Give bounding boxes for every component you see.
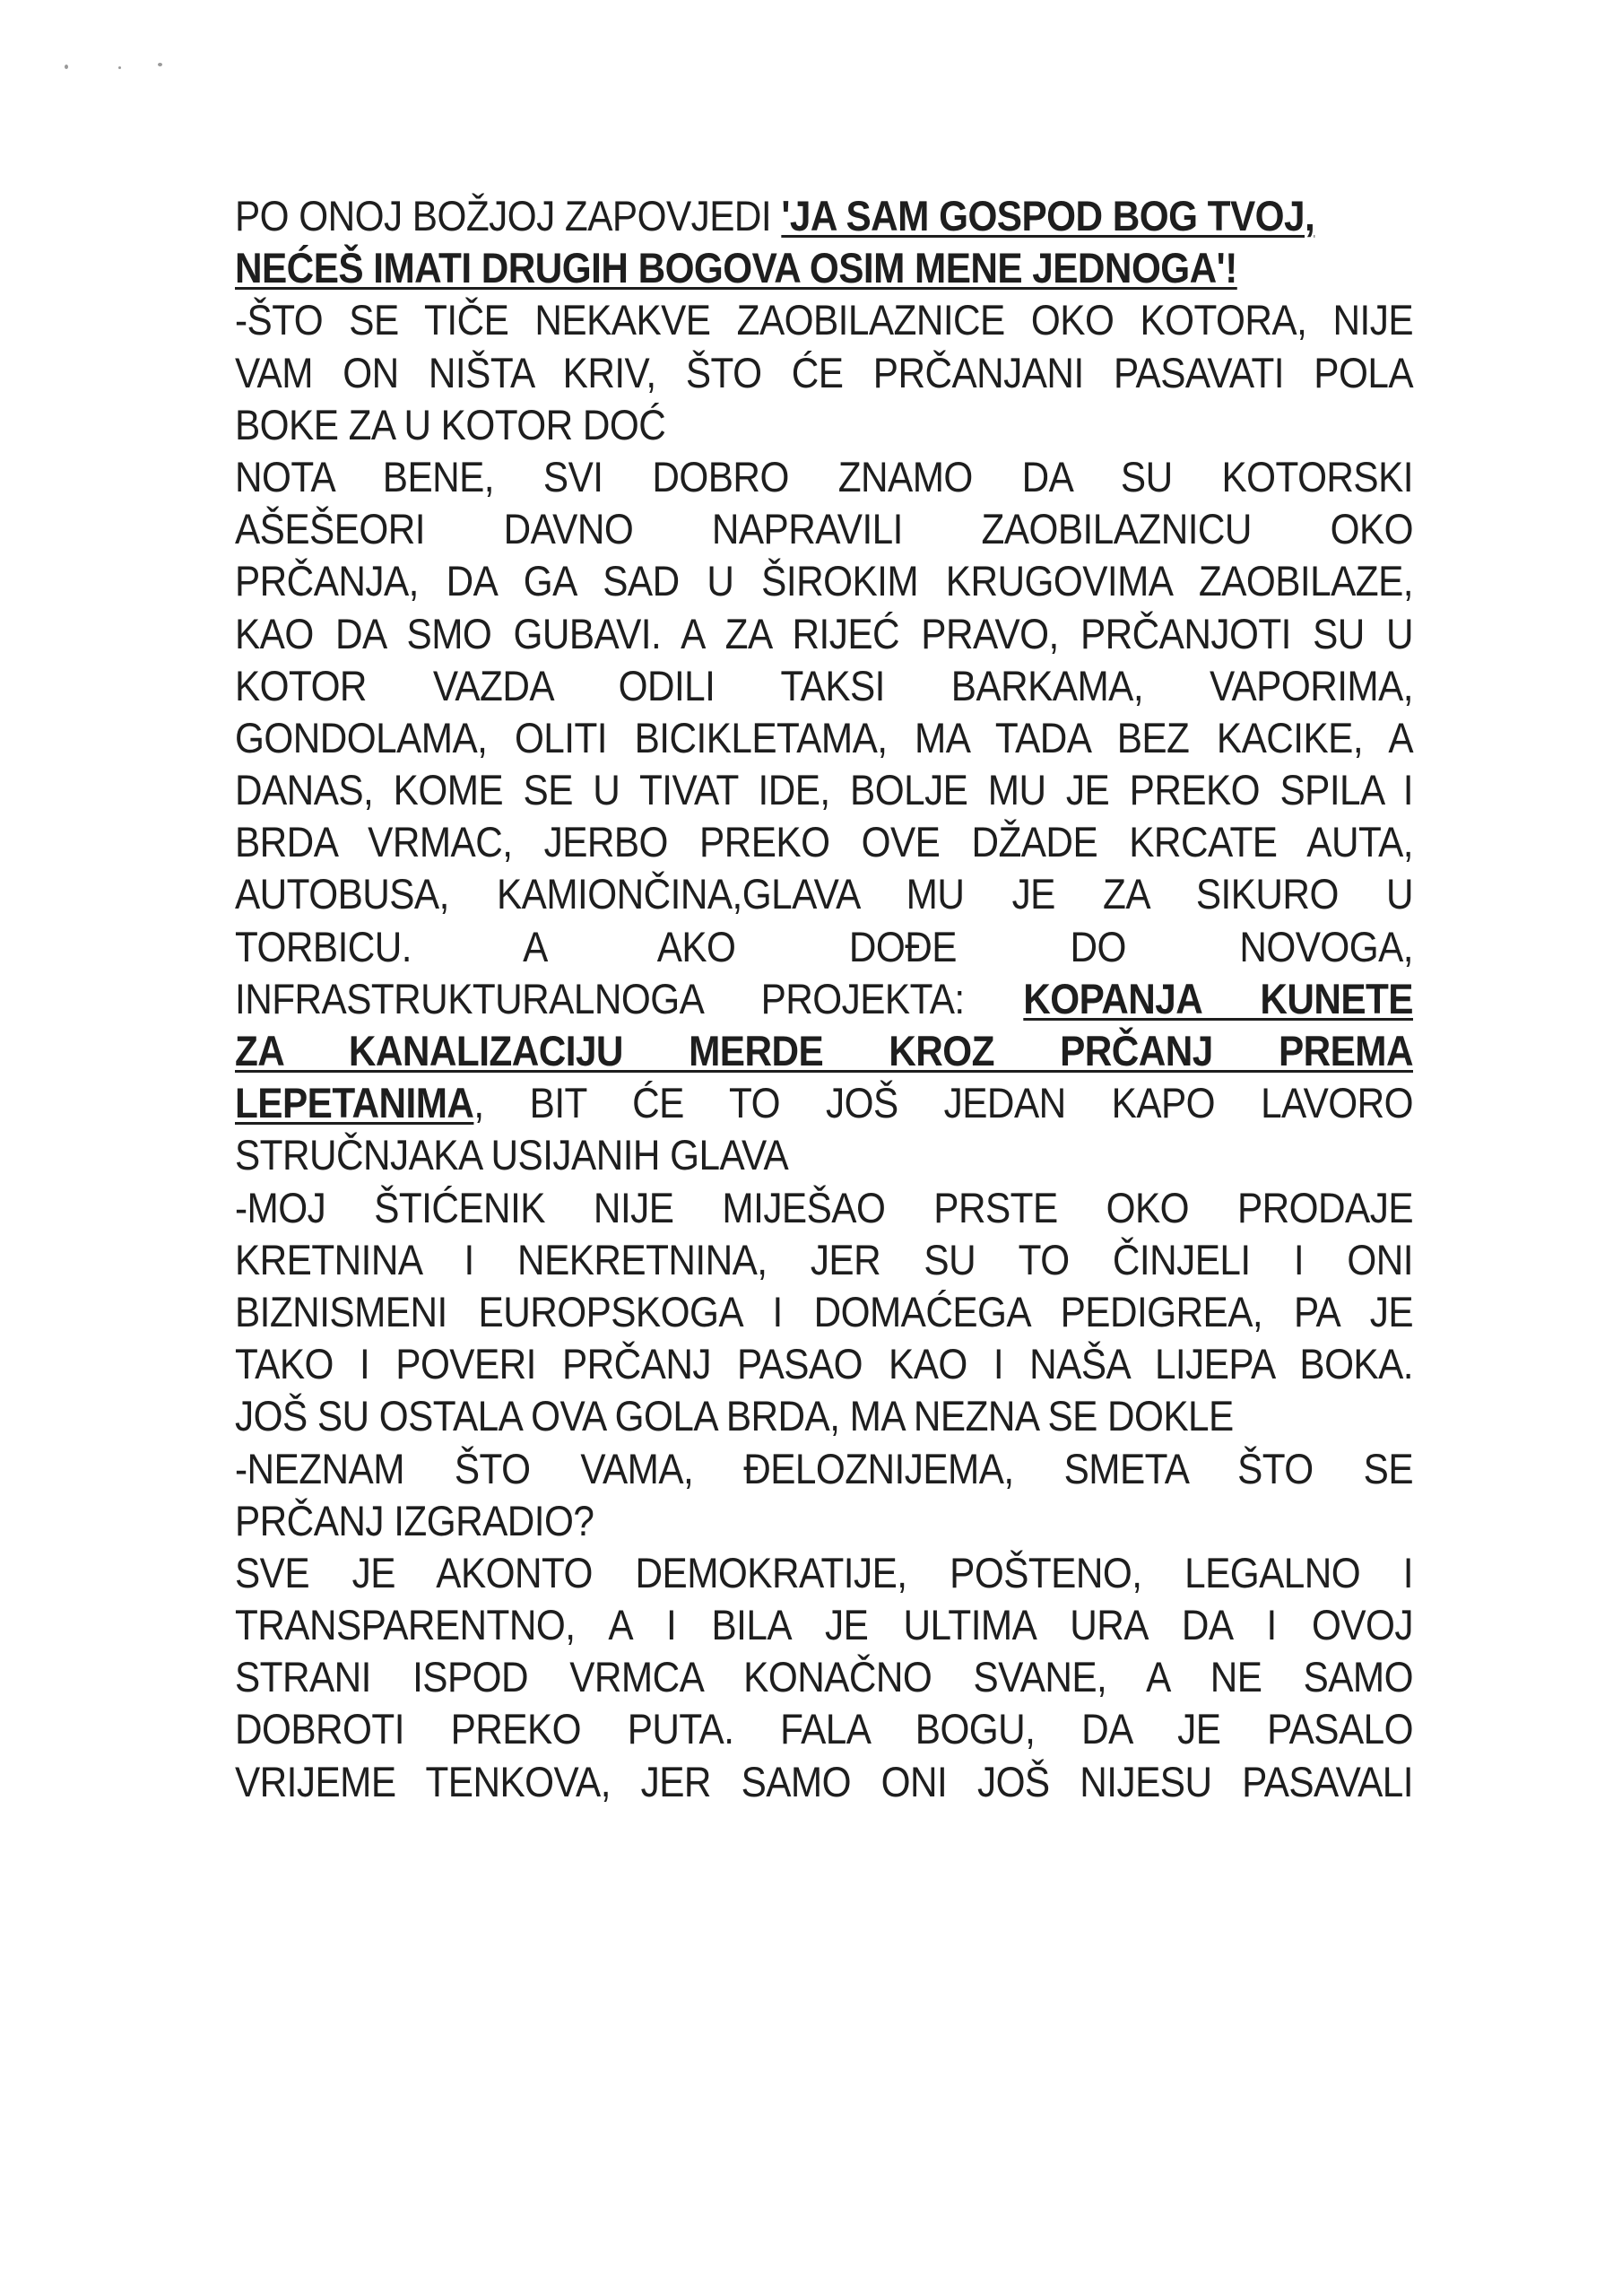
text-line [235, 764, 1413, 816]
text-line [235, 1129, 1413, 1181]
text-segment: BIZNISMENI EUROPSKOGA I DOMAĆEGA PEDIGREA, PA JE [235, 1287, 1413, 1335]
text-segment: KOTOR VAZDA ODILI TAKSI BARKAMA, VAPORIMA, [235, 661, 1413, 709]
text-line [235, 1390, 1413, 1442]
text-segment: PRČANJ IZGRADIO? [235, 1496, 594, 1544]
text-segment: VRIJEME TENKOVA, JER SAMO ONI JOŠ NIJESU PASAVALI [235, 1757, 1413, 1805]
text-line [235, 1025, 1413, 1077]
text-line [235, 555, 1413, 607]
text-line [235, 816, 1413, 868]
text-line [235, 399, 1413, 451]
text-line [235, 1599, 1413, 1651]
text-line [235, 190, 1413, 242]
text-segment: PRČANJA, DA GA SAD U ŠIROKIM KRUGOVIMA ZAOBILAZE, [235, 557, 1413, 605]
text-segment: PO ONOJ BOŽJOJ ZAPOVJEDI [235, 192, 782, 239]
bold-underlined-text: LEPETANIMA [235, 1079, 474, 1127]
scan-speck [65, 65, 68, 69]
text-segment: INFRASTRUKTURALNOGA PROJEKTA: [235, 974, 1024, 1022]
text-line [235, 1703, 1413, 1755]
text-line [235, 608, 1413, 660]
text-line [235, 660, 1413, 712]
text-segment: DOBROTI PREKO PUTA. FALA BOGU, DA JE PASALO [235, 1705, 1413, 1753]
text-line [235, 1756, 1413, 1808]
text-segment: , BIT ĆE TO JOŠ JEDAN KAPO LAVORO [473, 1079, 1413, 1127]
text-segment: GONDOLAMA, OLITI BICIKLETAMA, MA TADA BEZ KACIKE, A [235, 713, 1413, 761]
text-segment: STRANI ISPOD VRMCA KONAČNO SVANE, A NE SAMO [235, 1653, 1413, 1701]
text-segment: KAO DA SMO GUBAVI. A ZA RIJEĆ PRAVO, PRČANJOTI SU U [235, 609, 1413, 657]
text-line [235, 1338, 1413, 1390]
text-segment: VAM ON NIŠTA KRIV, ŠTO ĆE PRČANJANI PASAVATI POLA [235, 348, 1413, 396]
text-line [235, 973, 1413, 1025]
bold-underlined-text: NEĆEŠ IMATI DRUGIH BOGOVA OSIM MENE JEDNOGA'! [235, 244, 1237, 292]
text-segment: STRUČNJAKA USIJANIH GLAVA [235, 1131, 789, 1179]
text-segment: BRDA VRMAC, JERBO PREKO OVE DŽADE KRCATE AUTA, [235, 818, 1413, 866]
text-line [235, 1234, 1413, 1286]
text-segment: DANAS, KOME SE U TIVAT IDE, BOLJE MU JE PREKO SPILA I [235, 766, 1413, 814]
text-line [235, 1286, 1413, 1338]
text-line [235, 503, 1413, 555]
text-segment: AŠEŠEORI DAVNO NAPRAVILI ZAOBILAZNICU OKO [235, 505, 1413, 553]
text-line [235, 1443, 1413, 1495]
bold-underlined-text: KOPANJA KUNETE [1023, 974, 1413, 1022]
text-line [235, 347, 1413, 399]
text-line [235, 294, 1413, 346]
text-segment: JOŠ SU OSTALA OVA GOLA BRDA, MA NEZNA SE DOKLE [235, 1392, 1234, 1440]
document-body [235, 190, 1413, 1808]
text-segment: KRETNINA I NEKRETNINA, JER SU TO ČINJELI I ONI [235, 1235, 1413, 1283]
text-line [235, 1651, 1413, 1703]
text-line [235, 1077, 1413, 1129]
text-segment: TRANSPARENTNO, A I BILA JE ULTIMA URA DA I OVOJ [235, 1601, 1413, 1649]
text-segment: NOTA BENE, SVI DOBRO ZNAMO DA SU KOTORSKI [235, 452, 1413, 500]
text-segment: -NEZNAM ŠTO VAMA, ĐELOZNIJEMA, SMETA ŠTO SE [235, 1444, 1413, 1492]
text-line [235, 712, 1413, 764]
bold-underlined-text: ZA KANALIZACIJU MERDE KROZ PRČANJ PREMA [235, 1027, 1413, 1074]
text-line [235, 1495, 1413, 1547]
scan-speck [118, 66, 121, 69]
text-segment: BOKE ZA U KOTOR DOĆ [235, 400, 666, 448]
text-segment: -ŠTO SE TIČE NEKAKVE ZAOBILAZNICE OKO KOTORA, NIJE [235, 296, 1413, 344]
text-segment: TORBICU. A AKO DOĐE DO NOVOGA, [235, 922, 1413, 970]
text-line [235, 451, 1413, 503]
text-segment: TAKO I POVERI PRČANJ PASAO KAO I NAŠA LIJEPA BOKA. [235, 1340, 1413, 1388]
text-segment: -MOJ ŠTIĆENIK NIJE MIJEŠAO PRSTE OKO PRODAJE [235, 1183, 1413, 1231]
text-line [235, 921, 1413, 973]
text-segment: SVE JE AKONTO DEMOKRATIJE, POŠTENO, LEGALNO I [235, 1548, 1413, 1596]
text-line [235, 1182, 1413, 1234]
bold-underlined-text: 'JA SAM GOSPOD BOG TVOJ, [781, 192, 1315, 239]
text-line [235, 1547, 1413, 1599]
text-line [235, 868, 1413, 920]
text-line [235, 242, 1413, 294]
text-segment: AUTOBUSA, KAMIONČINA,GLAVA MU JE ZA SIKURO U [235, 870, 1413, 918]
scan-speck [158, 63, 162, 66]
